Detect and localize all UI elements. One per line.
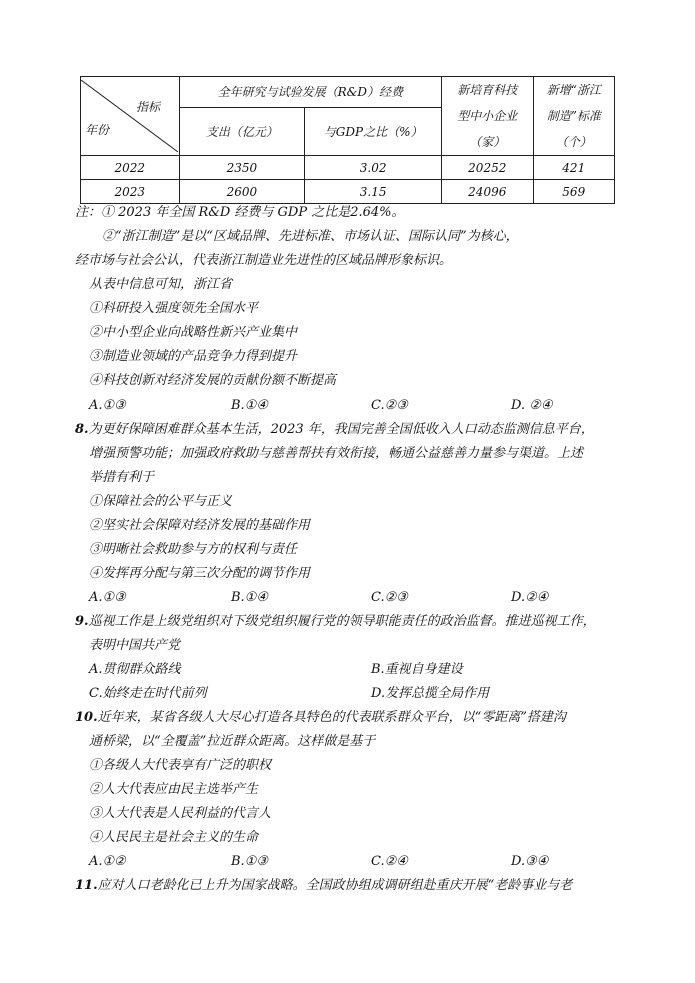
q8-option-d: D.②④ — [511, 590, 549, 605]
q9-line-1 — [75, 612, 596, 632]
q10-option-c: C.②④ — [371, 854, 408, 869]
cell-ratio: 3.15 — [305, 180, 442, 204]
ratio-header: 与GDP之比（%） — [305, 107, 442, 155]
q7-item-1: ①科研投入强度领先全国水平 — [89, 301, 259, 316]
q9-option-b: B.重视自身建设 — [371, 662, 463, 677]
q10-item-1: ①各级人大代表享有广泛的职权 — [89, 758, 272, 773]
q10-option-a: A.①② — [89, 854, 126, 869]
q8-line-1 — [75, 420, 594, 440]
standard-header-line1: 新增“浙江 — [546, 83, 601, 97]
q10-line-2: 通桥梁，以“全覆盖”拉近群众距离。这样做是基于 — [89, 734, 376, 749]
q8-item-3: ③明晰社会救助参与方的权利与责任 — [89, 542, 298, 557]
corner-cell — [81, 77, 180, 156]
q8-item-2: ②坚实社会保障对经济发展的基础作用 — [89, 518, 311, 533]
q8-item-1: ①保障社会的公平与正义 — [89, 494, 233, 509]
q7-item-4: ④科技创新对经济发展的贡献份额不断提高 — [89, 373, 337, 388]
note-line-2: ②“浙江制造”是以“区域品牌、先进标准、市场认证、国际认同”为核心， — [102, 229, 519, 244]
cell-sme: 20252 — [442, 156, 534, 180]
q7-option-c: C.②③ — [371, 398, 408, 413]
note-line-1: 注：① 2023 年全国 R&D 经费与 GDP 之比是2.64%。 — [75, 205, 405, 220]
cell-spend: 2600 — [179, 180, 305, 204]
q8-text-1: 为更好保障困难群众基本生活，2023 年，我国完善全国低收入人口动态监测信息平台， — [88, 422, 594, 437]
q10-line-1 — [75, 708, 566, 728]
q9-option-d: D.发挥总揽全局作用 — [371, 686, 490, 701]
q11-line-1 — [75, 876, 572, 896]
q10-option-b: B.①③ — [231, 854, 268, 869]
q8-option-a: A.①③ — [89, 590, 126, 605]
q10-number: 10. — [75, 710, 98, 725]
q9-line-2: 表明中国共产党 — [89, 638, 181, 653]
standard-header-line2: 制造”标准 — [546, 109, 601, 123]
sme-header-line3: （家） — [469, 135, 506, 149]
corner-label-indicator: 指标 — [135, 100, 160, 114]
q7-stem: 从表中信息可知，浙江省 — [89, 277, 233, 292]
cell-ratio: 3.02 — [305, 156, 442, 180]
q7-item-3: ③制造业领域的产品竞争力得到提升 — [89, 349, 298, 364]
q10-item-2: ②人大代表应由民主选举产生 — [89, 782, 259, 797]
q8-option-c: C.②③ — [371, 590, 408, 605]
cell-year: 2023 — [81, 180, 180, 204]
spend-header: 支出（亿元） — [179, 107, 305, 155]
sme-header-line1: 新培育科技 — [457, 83, 518, 97]
corner-label-year: 年份 — [85, 123, 110, 137]
cell-sme: 24096 — [442, 180, 534, 204]
q11-number: 11. — [75, 878, 98, 893]
q8-number: 8. — [75, 422, 89, 437]
q9-number: 9. — [75, 614, 89, 629]
sme-header — [442, 77, 534, 156]
cell-std: 569 — [533, 180, 614, 204]
note-line-3: 经市场与社会公认，代表浙江制造业先进性的区域品牌形象标识。 — [75, 253, 453, 268]
q7-option-b: B.①④ — [231, 398, 268, 413]
q8-option-b: B.①④ — [231, 590, 268, 605]
q9-text-1: 巡视工作是上级党组织对下级党组织履行党的领导职能责任的政治监督。推进巡视工作， — [88, 614, 596, 629]
q10-text-1: 近年来，某省各级人大尽心打造各具特色的代表联系群众平台，以“零距离”搭建沟 — [97, 710, 566, 725]
q8-line-2: 增强预警功能；加强政府救助与慈善帮扶有效衔接，畅通公益慈善力量参与渠道。上述 — [89, 446, 584, 461]
q10-item-4: ④人民民主是社会主义的生命 — [89, 830, 259, 845]
q7-option-a: A.①③ — [89, 398, 126, 413]
rd-group-header: 全年研究与试验发展（R&D）经费 — [179, 77, 441, 108]
sme-header-line2: 型中小企业 — [457, 109, 518, 123]
table-row — [81, 180, 615, 204]
q7-item-2: ②中小型企业向战略性新兴产业集中 — [89, 325, 298, 340]
q10-option-d: D.③④ — [511, 854, 549, 869]
data-table — [80, 76, 615, 204]
diagonal-line — [81, 80, 178, 152]
cell-spend: 2350 — [179, 156, 305, 180]
standard-header — [533, 77, 614, 156]
cell-year: 2022 — [81, 156, 180, 180]
q8-line-3: 举措有利于 — [89, 470, 155, 485]
cell-std: 421 — [533, 156, 614, 180]
q9-option-a: A.贯彻群众路线 — [89, 662, 181, 677]
q7-option-d: D. ②④ — [511, 398, 553, 413]
standard-header-line3: （个） — [555, 135, 592, 149]
q10-item-3: ③人大代表是人民利益的代言人 — [89, 806, 272, 821]
table-row — [81, 156, 615, 180]
q11-text-1: 应对人口老龄化已上升为国家战略。全国政协组成调研组赴重庆开展“老龄事业与老 — [97, 878, 573, 893]
q8-item-4: ④发挥再分配与第三次分配的调节作用 — [89, 566, 311, 581]
q9-option-c: C.始终走在时代前列 — [89, 686, 207, 701]
